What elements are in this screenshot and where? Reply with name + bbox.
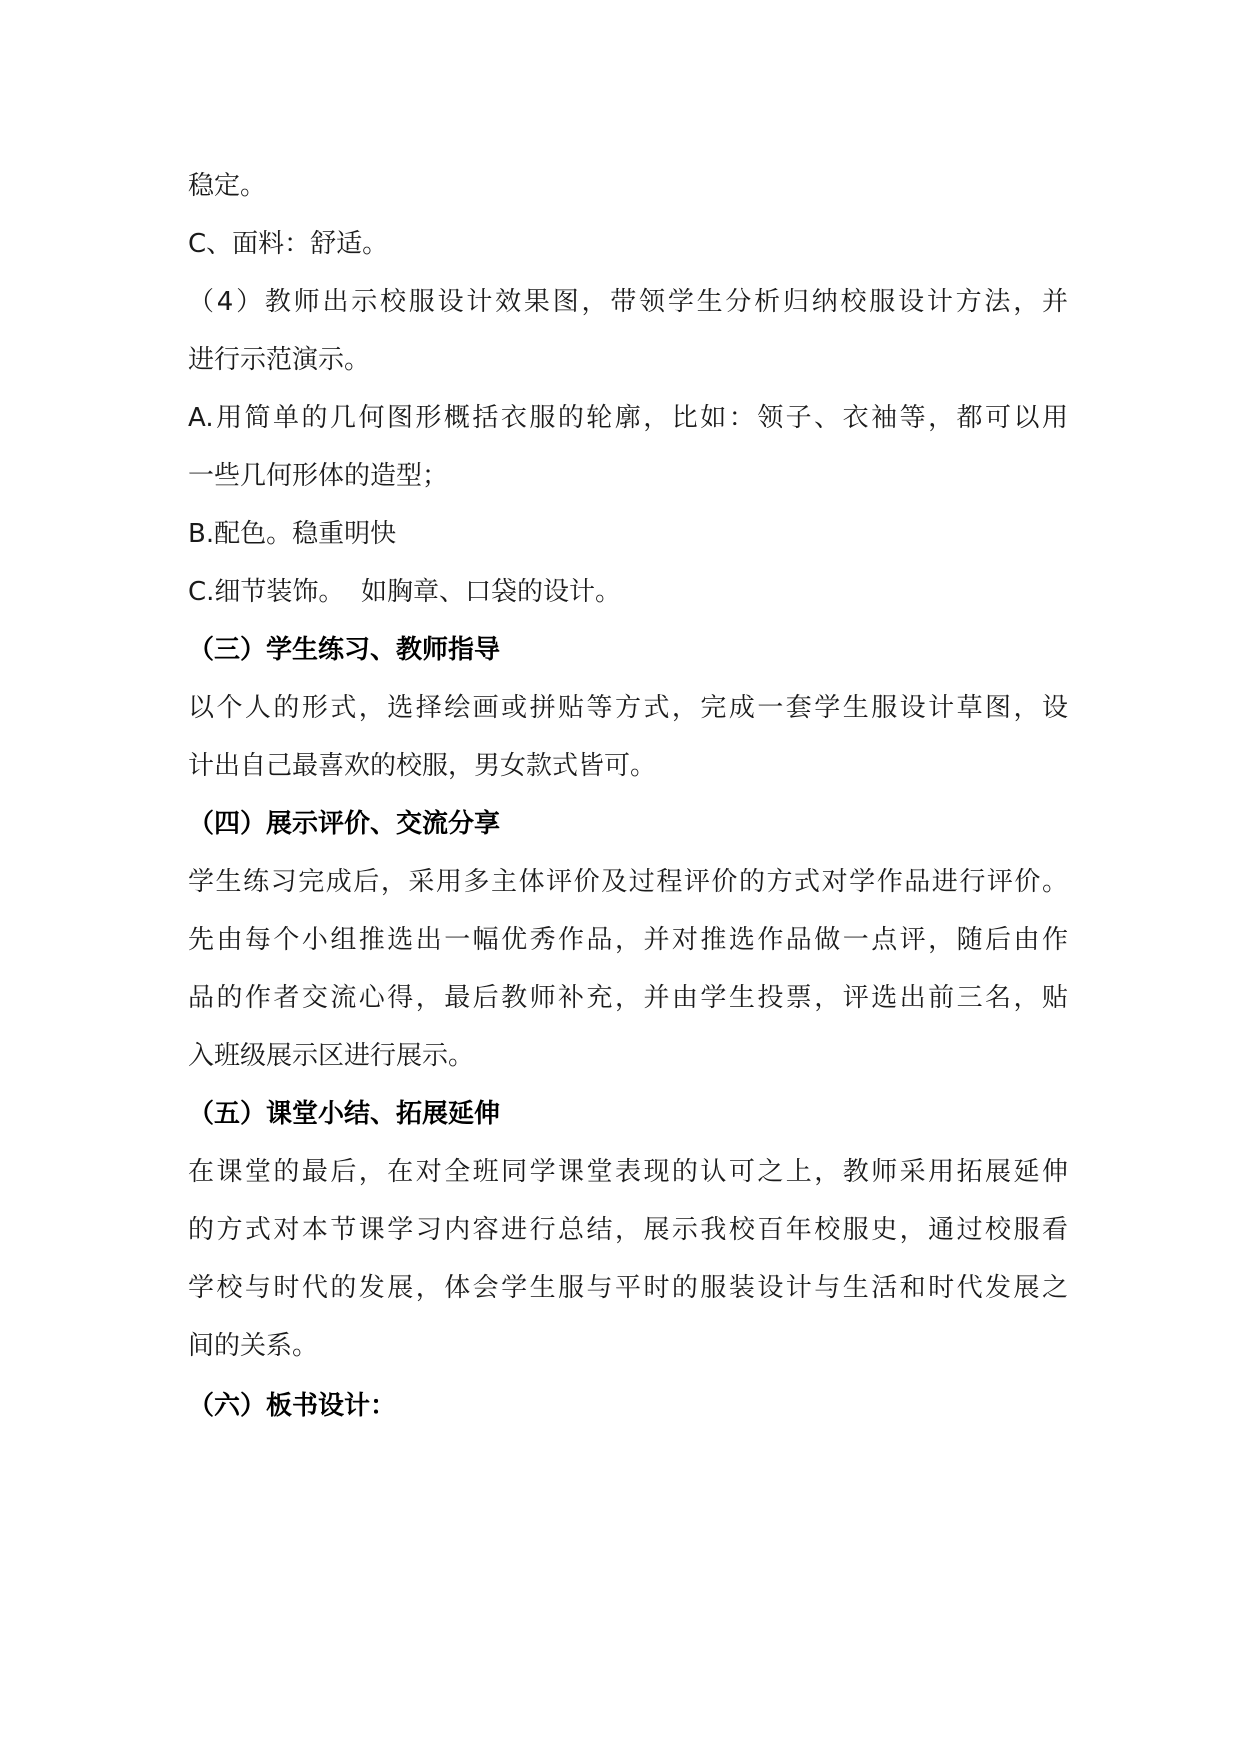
text-line: 进行示范演示。: [188, 345, 371, 375]
text-line: 学校与时代的发展，体会学生服与平时的服装设计与生活和时代发展之: [188, 1273, 1068, 1303]
text-line: B.配色。稳重明快: [188, 519, 397, 549]
text-line: C.细节装饰。 如胸章、口袋的设计。: [188, 577, 621, 607]
text-line: 入班级展示区进行展示。: [188, 1041, 475, 1071]
text-line: 先由每个小组推选出一幅优秀作品，并对推选作品做一点评，随后由作: [188, 925, 1068, 955]
text-line: 的方式对本节课学习内容进行总结，展示我校百年校服史，通过校服看: [188, 1215, 1068, 1245]
text-line: 一些几何形体的造型；: [188, 461, 449, 491]
text-line: 品的作者交流心得，最后教师补充，并由学生投票，评选出前三名，贴: [188, 983, 1068, 1013]
text-line: 计出自己最喜欢的校服，男女款式皆可。: [188, 751, 657, 781]
text-line: 间的关系。: [188, 1331, 319, 1361]
text-line: C、面料：舒适。: [188, 229, 389, 259]
text-line: A.用简单的几何图形概括衣服的轮廓，比如：领子、衣袖等，都可以用: [188, 403, 1068, 433]
text-line: 以个人的形式，选择绘画或拼贴等方式，完成一套学生服设计草图，设: [188, 693, 1068, 723]
text-line: 在课堂的最后，在对全班同学课堂表现的认可之上，教师采用拓展延伸: [188, 1157, 1068, 1187]
section-heading: （五）课堂小结、拓展延伸: [188, 1099, 501, 1129]
text-line: （4）教师出示校服设计效果图，带领学生分析归纳校服设计方法，并: [188, 287, 1068, 317]
text-line: 学生练习完成后，采用多主体评价及过程评价的方式对学作品进行评价。: [188, 867, 1068, 897]
text-line: 稳定。: [188, 171, 267, 201]
section-heading: （四）展示评价、交流分享: [188, 809, 501, 839]
section-heading: （六）板书设计：: [188, 1391, 397, 1421]
section-heading: （三）学生练习、教师指导: [188, 635, 501, 665]
